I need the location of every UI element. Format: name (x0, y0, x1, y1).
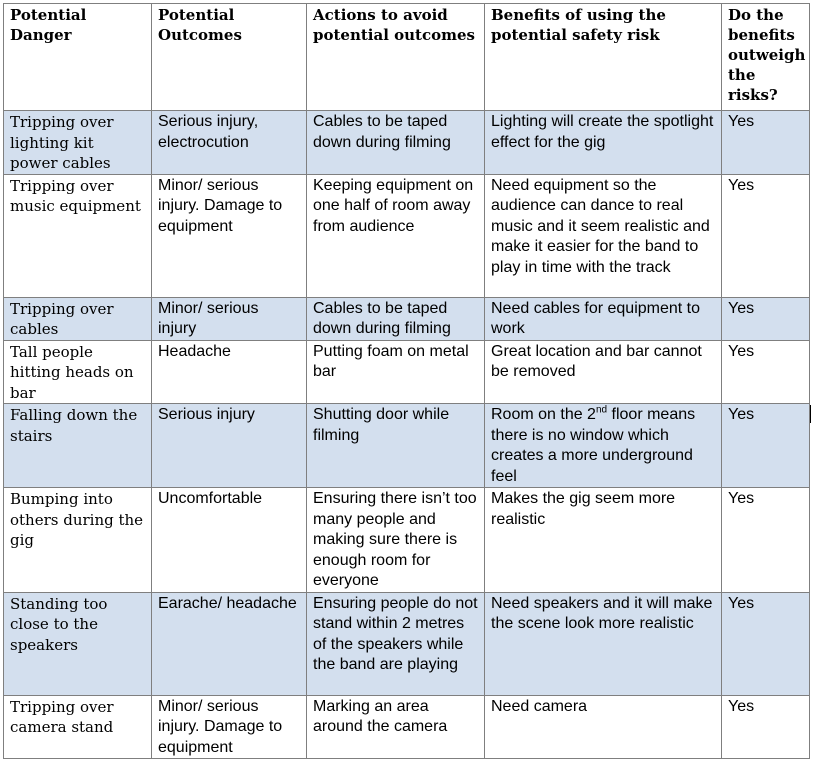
benefit-cell: Makes the gig seem more realistic (485, 488, 722, 593)
benefit-cell: Great location and bar cannot be removed (485, 340, 722, 404)
table-row (4, 340, 810, 404)
action-cell: Cables to be taped down during filming (307, 297, 485, 340)
action-cell: Shutting door while filming (307, 404, 485, 488)
benefit-cell (485, 404, 722, 488)
outcome-cell: Minor/ serious injury. Damage to equipment (152, 695, 307, 759)
header-verdict: Do the benefits outweigh the risks? (722, 4, 810, 111)
benefit-cell: Lighting will create the spotlight effect for the gig (485, 111, 722, 175)
verdict-cell: Yes (722, 695, 810, 759)
benefit-cell: Need speakers and it will make the scene look more realistic (485, 592, 722, 695)
header-potential-danger: Potential Danger (4, 4, 152, 111)
table-row (4, 111, 810, 175)
verdict-cell: Yes (722, 111, 810, 175)
verdict-cell: Yes (722, 340, 810, 404)
header-actions: Actions to avoid potential outcomes (307, 4, 485, 111)
danger-cell: Tripping over cables (4, 297, 152, 340)
danger-cell: Tripping over lighting kit power cables (4, 111, 152, 175)
outcome-cell: Headache (152, 340, 307, 404)
action-cell: Ensuring people do not stand within 2 metres of the speakers while the band are playing (307, 592, 485, 695)
outcome-cell: Uncomfortable (152, 488, 307, 593)
danger-cell: Tripping over camera stand (4, 695, 152, 759)
danger-cell: Tripping over music equipment (4, 174, 152, 297)
header-benefits: Benefits of using the potential safety risk (485, 4, 722, 111)
verdict-cell: Yes (722, 488, 810, 593)
table-row (4, 488, 810, 593)
text-cursor-mark (810, 405, 811, 423)
danger-cell: Falling down the stairs (4, 404, 152, 488)
verdict-cell: Yes (722, 297, 810, 340)
table-row (4, 695, 810, 759)
outcome-cell: Serious injury, electrocution (152, 111, 307, 175)
header-potential-outcomes: Potential Outcomes (152, 4, 307, 111)
verdict-cell: Yes (722, 592, 810, 695)
header-row (4, 4, 810, 111)
action-cell: Ensuring there isn’t too many people and making sure there is enough room for everyone (307, 488, 485, 593)
action-cell: Putting foam on metal bar (307, 340, 485, 404)
danger-cell: Tall people hitting heads on bar (4, 340, 152, 404)
outcome-cell: Minor/ serious injury. Damage to equipment (152, 174, 307, 297)
benefit-cell: Need camera (485, 695, 722, 759)
action-cell: Marking an area around the camera (307, 695, 485, 759)
benefit-text-end: floor means there is no window which creates a more underground feel (491, 406, 696, 485)
action-cell: Cables to be taped down during filming (307, 111, 485, 175)
danger-cell: Standing too close to the speakers (4, 592, 152, 695)
table-row (4, 297, 810, 340)
table-row (4, 592, 810, 695)
danger-cell: Bumping into others during the gig (4, 488, 152, 593)
verdict-cell: Yes (722, 174, 810, 297)
benefit-cell: Need cables for equipment to work (485, 297, 722, 340)
outcome-cell: Earache/ headache (152, 592, 307, 695)
ordinal-suffix: nd (595, 404, 608, 416)
verdict-cell: Yes (722, 404, 810, 488)
table-row (4, 404, 810, 488)
outcome-cell: Minor/ serious injury (152, 297, 307, 340)
table-row (4, 174, 810, 297)
outcome-cell: Serious injury (152, 404, 307, 488)
action-cell: Keeping equipment on one half of room away from audience (307, 174, 485, 297)
benefit-text-start: Room on the 2 (491, 406, 596, 423)
risk-assessment-table (3, 3, 810, 759)
benefit-cell: Need equipment so the audience can dance to real music and it seem realistic and make it easier for the band to play in time with the track (485, 174, 722, 297)
